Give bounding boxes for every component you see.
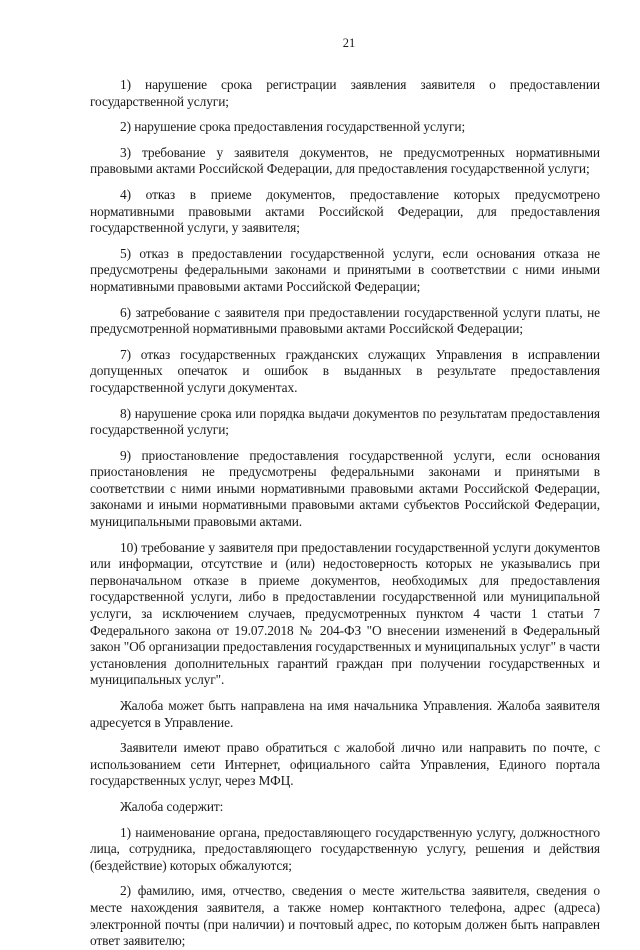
paragraph: Жалоба может быть направлена на имя начальника Управления. Жалоба заявителя адресуется в Управление. — [90, 698, 600, 730]
paragraph: 2) нарушение срока предоставления государственной услуги; — [120, 119, 466, 135]
paragraph: 8) нарушение срока или порядка выдачи документов по результатам предоставления государственной услуги; — [90, 405, 600, 438]
paragraph: 2) фамилию, имя, отчество, сведения о месте жительства заявителя, сведения о месте нахождения заявителя, а также номер контактного телефона, адрес (адреса) электронной почты (при наличии) и почтовый адрес, по которым должен быть направлен ответ заявителю; — [90, 883, 600, 949]
paragraph: 1) нарушение срока регистрации заявления заявителя о предоставлении государственной услуги; — [90, 77, 600, 109]
document-body — [90, 77, 600, 950]
paragraph: 3) требование у заявителя документов, не предусмотренных нормативными правовыми актами Российской Федерации, для предоставления государственной услуги; — [90, 144, 600, 177]
paragraph: 5) отказ в предоставлении государственной услуги, если основания отказа не предусмотрены федеральными законами и принятыми в соответствии с ними иными нормативными правовыми актами Российской Федерации; — [90, 245, 600, 294]
paragraph: Заявители имеют право обратиться с жалобой лично или направить по почте, с использованием сети Интернет, официального сайта Управления, Единого портала государственных услуг, через МФЦ. — [90, 740, 600, 789]
paragraph: 7) отказ государственных гражданских служащих Управления в исправлении допущенных опечаток и ошибок в выданных в результате предоставления государственной услуги документах. — [90, 346, 600, 395]
paragraph: 1) наименование органа, предоставляющего государственную услугу, должностного лица, сотрудника, предоставляющего государственную услугу, решения и действия (бездействие) которых обжалуются; — [90, 824, 600, 873]
page-number: 21 — [342, 36, 356, 50]
paragraph: 10) требование у заявителя при предоставлении государственной услуги документов или информации, отсутствие и (или) недостоверность которых не указывались при первоначальном отказе в приеме документов, необходимых для предоставления государственной услуги, либо в предоставлении государственной или муниципальной услуги, за исключением случаев, предусмотренных пунктом 4 части 1 статьи 7 Федерального закона от 19.07.2018 № 204-ФЗ "О внесении изменений в Федеральный закон "Об организации предоставления государственных и муниципальных услуг" в части установления дополнительных гарантий граждан при получении государственных и муниципальных услуг". — [90, 539, 600, 688]
paragraph: 9) приостановление предоставления государственной услуги, если основания приостановления не предусмотрены федеральными законами и принятыми в соответствии с ними иными нормативными правовыми актами Российской Федерации, законами и иными нормативными правовыми актами субъектов Российской Федерации, муниципальными правовыми актами. — [90, 447, 600, 530]
paragraph: Жалоба содержит: — [120, 798, 224, 814]
paragraph: 4) отказ в приеме документов, предоставление которых предусмотрено нормативными правовыми актами Российской Федерации, для предоставления государственной услуги, у заявителя; — [90, 186, 600, 236]
paragraph: 6) затребование с заявителя при предоставлении государственной услуги платы, не предусмотренной нормативными правовыми актами Российской Федерации; — [90, 304, 600, 337]
